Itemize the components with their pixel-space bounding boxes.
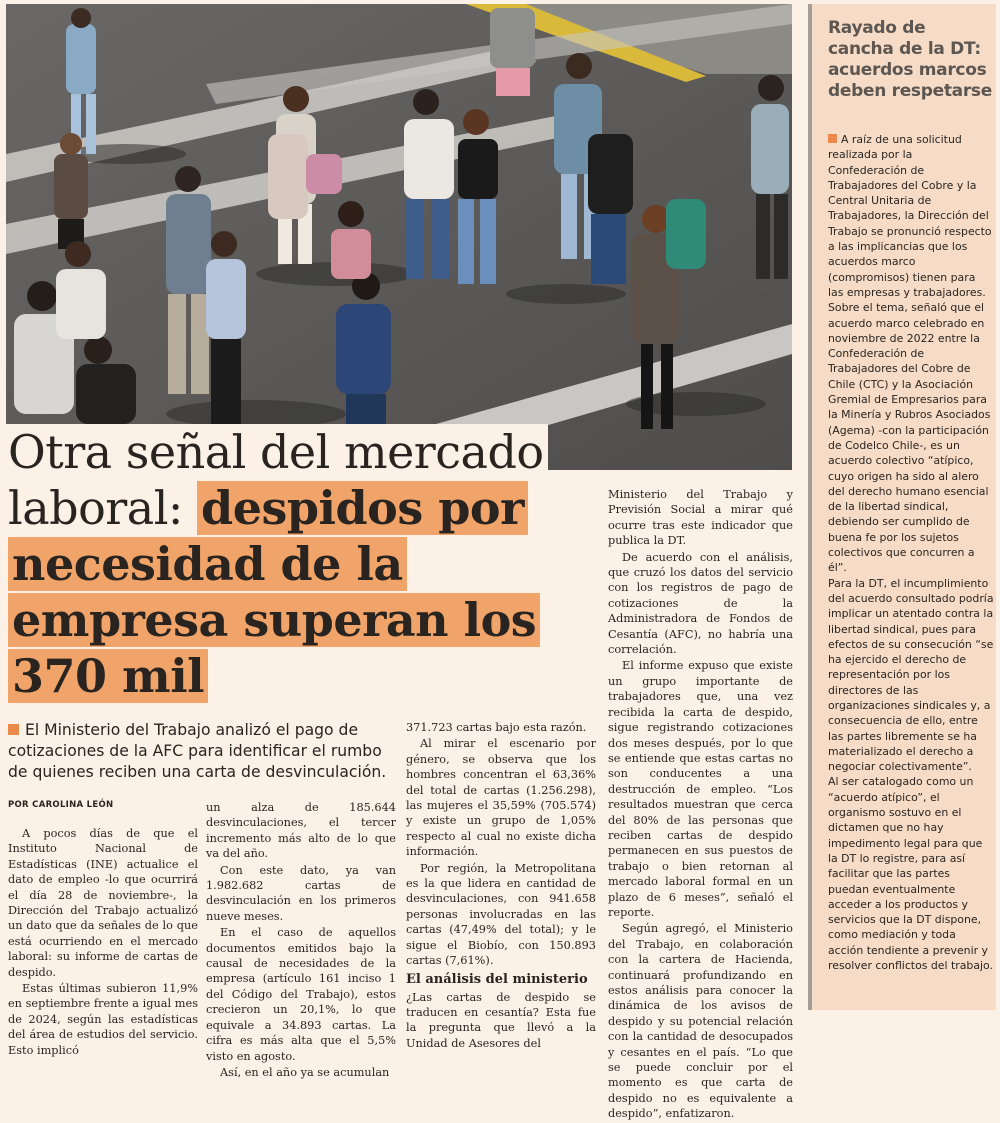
sidebar-paragraph: Para la DT, el incumplimiento del acuerdo consultado podría implicar un atentado contra la libertad sindical, pues para efectos de su consecución “se ha ejercido el derecho de representación por los directores de las organizaciones sindicales y, a consecuencia de ello, entre las partes libremente se ha materializado el derecho a negociar colectivamente”. [828,576,994,774]
sidebar-box [808,4,996,1010]
article-headline [8,424,608,704]
section-subhead: El análisis del ministerio [406,971,588,987]
paragraph: 371.723 cartas bajo esta razón. [406,721,587,734]
paragraph: ¿Las cartas de despido se traducen en cesantía? Esta fue la pregunta que llevó a la Unidad de Asesores del [406,990,596,1050]
paragraph: Por región, la Metropolitana es la que lidera en cantidad de desvinculaciones, con 941.658 personas involucradas en las cartas (47,49% del total); y le sigue el Biobío, con 150.893 cartas (7,61%). [406,861,596,968]
paragraph: Estas últimas subieron 11,9% en septiembre frente a igual mes de 2024, según las estadísticas del área de estudios del servicio. Esto implicó [8,982,198,1057]
column-3 [406,720,596,1052]
paragraph: A pocos días de que el Instituto Nacional de Estadísticas (INE) actualice el dato de empleo -lo que ocurrirá el día 28 de noviembre-, la Dirección del Trabajo actualizó un dato que da señales de lo que está ocurriendo en el mercado laboral: su informe de cartas de despido. [8,827,198,979]
sidebar-paragraph-text: A raíz de una solicitud realizada por la Confederación de Trabajadores del Cobre y la Central Unitaria de Trabajadores, la Dirección del Trabajo se pronunció respecto a las implicancias que los acuerdos marco (compromisos) tienen para las empresas y trabajadores. Sobre el tema, señaló que el acuerdo marco celebrado en noviembre de 2022 entre la Confederación de Trabajadores del Cobre de Chile (CTC) y la Asociación Gremial de Empresarios para la Minería y Rubros Asociados (Agema) -con la participación de Codelco Chile-, es un acuerdo colectivo “atípico, cuyo origen ha sido al alero del derecho humano esencial de la libertad sindical, debiendo ser cumplido de buena fe por los sujetos colectivos que concurren a él”. [828,133,992,575]
sidebar-body [828,132,994,973]
headline-highlight: despidos por necesidad de la empresa superan los 370 mil [8,481,540,703]
paragraph: Ministerio del Trabajo y Previsión Social a mirar qué ocurre tras este indicador que publica la DT. [608,488,793,548]
byline: POR CAROLINA LEÓN [8,800,114,810]
paragraph: Según agregó, el Ministerio del Trabajo, en colaboración con la cartera de Hacienda, continuará profundizando en estos análisis para conocer la dinámica de los avisos de despido y su potencial relación con la cantidad de desocupados y cesantes en el país. “Lo que se puede concluir por el momento es que carta de despido no es equivalente a despido”, enfatizaron. [608,922,793,1121]
column-1 [8,826,198,1059]
paragraph: Con este dato, ya van 1.982.682 cartas de desvinculación en los primeros nueve meses. [206,863,396,923]
bullet-square-icon [828,134,837,143]
paragraph: un alza de 185.644 desvinculaciones, el tercer incremento más alto de lo que va del año. [206,801,396,861]
paragraph: El informe expuso que existe un grupo importante de trabajadores que, una vez recibida la carta de despido, sigue registrando cotizaciones dos meses después, por lo que se entiende que estas cartas no son conducentes a una destrucción de empleo. “Los resultados muestran que cerca del 80% de las personas que reciben cartas de despido permanecen en sus puestos de trabajo o bien retornan al mercado laboral formal en un plazo de 6 meses”, señaló el reporte. [608,659,793,919]
paragraph: De acuerdo con el análisis, que cruzó los datos del servicio con los registros de pago de cotizaciones de la Administradora de Fondos de Cesantía (AFC), no habría una correlación. [608,550,793,657]
sidebar-title: Rayado de cancha de la DT: acuerdos marcos deben respetarse [828,18,992,101]
paragraph: Así, en el año ya se acumulan [220,1065,390,1079]
paragraph: Al mirar el escenario por género, se observa que los hombres concentran el 63,36% del total de cartas (1.256.298), las mujeres el 35,59% (705.574) y existe un grupo de 1,05% respecto al cual no existe dicha información. [406,737,596,859]
paragraph: En el caso de aquellos documentos emitidos bajo la causal de necesidades de la empresa (artículo 161 inciso 1 del Código del Trabajo), estos crecieron un 20,1%, lo que equivale a 34.893 cartas. La cifra es más alta que el 5,5% visto en agosto. [206,926,396,1063]
column-4 [608,487,793,1123]
article-deck [8,720,390,783]
sidebar-paragraph: Al ser catalogado como un “acuerdo atípico”, el organismo sostuvo en el dictamen que no hay impedimento legal para que la DT lo registre, para así facilitar que las partes puedan eventualmente acceder a los productos y servicios que la DT dispone, como mediación y toda acción tendiente a prevenir y resolver conflictos del trabajo. [828,775,993,973]
headline-lead: Otra señal del mercado laboral: [8,425,544,535]
column-2 [206,800,396,1081]
bullet-square-icon [8,724,19,735]
sidebar-paragraph [828,132,994,576]
crosswalk-photo-illustration [6,4,792,470]
deck-text: El Ministerio del Trabajo analizó el pago de cotizaciones de la AFC para identificar el rumbo de quienes reciben una carta de desvinculación. [8,721,387,781]
article-photo [6,4,792,470]
